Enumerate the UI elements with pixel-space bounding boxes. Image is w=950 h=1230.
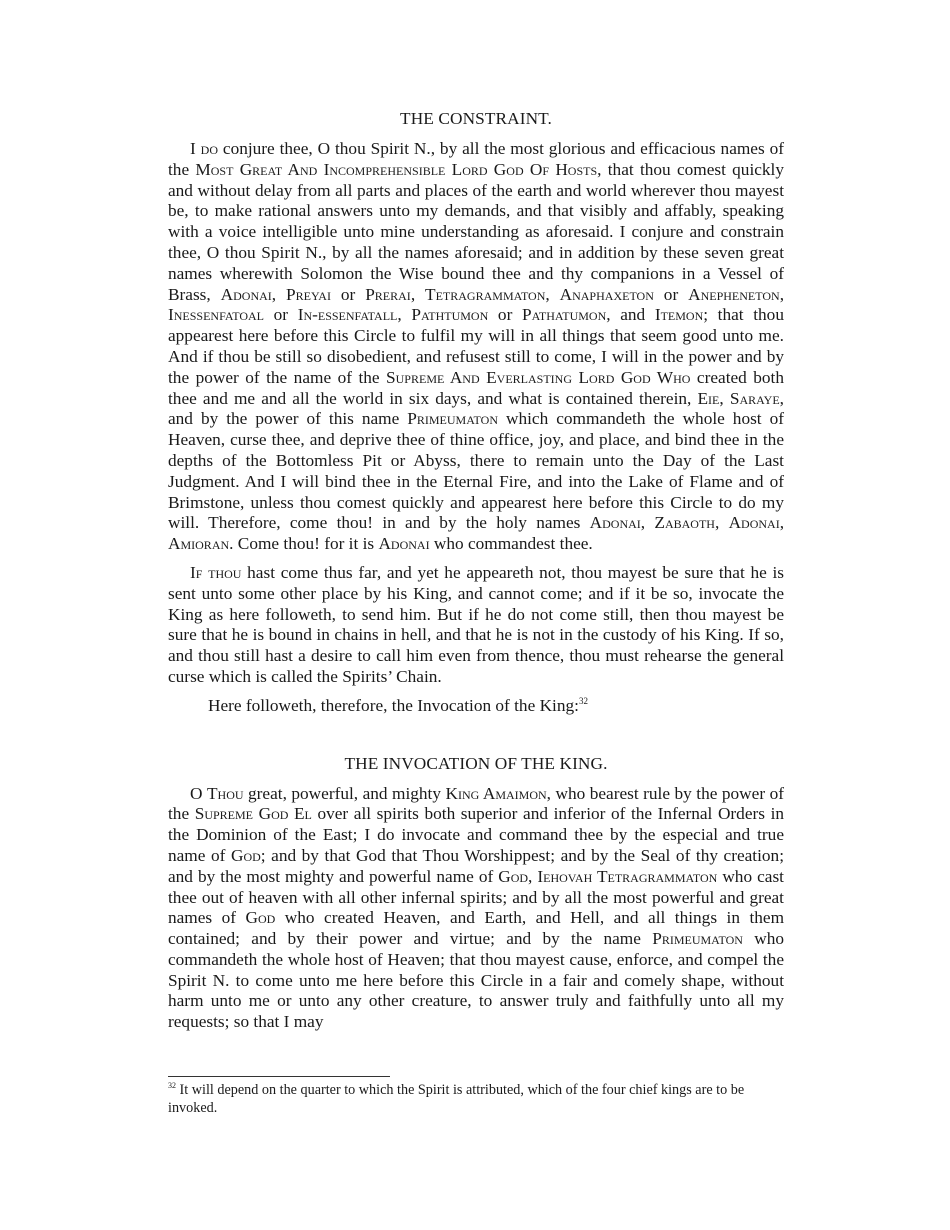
footnote-reference[interactable]: 32 [578, 695, 588, 706]
footnote [168, 1082, 784, 1117]
invocation-paragraph: O Thou great, powerful, and mighty King Amaimon, who bearest rule by the power of the Supreme God El over all spirits both superior and inferior of the Infernal Orders in the Dominion of the East; I do invocate and command thee by the especial and true name of God; and by that God that Thou Worshippest; and by the Seal of thy creation; and by the most mighty and powerful name of God, Iehovah Tetragrammaton who cast thee out of heaven with all other infernal spirits; and by all the most powerful and great names of God who created Heaven, and Earth, and Hell, and all things in them contained; and by their power and virtue; and by the name Primeumaton who commandeth the whole host of Heaven; that thou mayest cause, enforce, and compel the Spirit N. to come unto me here before this Circle in a fair and comely shape, without harm unto me or unto any other creature, to answer truly and faithfully unto all my requests; so that I may [168, 783, 785, 1032]
invocation-heading: THE INVOCATION OF THE KING. [344, 753, 608, 773]
footnote-text: It will depend on the quarter to which the Spirit is attributed, which of the four chief kings are to be invoked. [168, 1082, 745, 1116]
footnote-number: 32 [168, 1081, 176, 1090]
page-body [168, 108, 784, 1033]
constraint-heading: THE CONSTRAINT. [400, 109, 552, 128]
footnote-divider [168, 1076, 390, 1077]
constraint-paragraph-1: I do conjure thee, O thou Spirit N., by all the most glorious and efficacious names of the Most Great And Incomprehensible Lord God Of Hosts, that thou comest quickly and without delay from all parts and places of the earth and world wherever thou mayest be, to make rational answers unto my demands, and that visibly and affably, speaking with a voice intelligible unto mine understanding as aforesaid. I conjure and constrain thee, O thou Spirit N., by all the names aforesaid; and in addition by these seven great names wherewith Solomon the Wise bound thee and thy companions in a Vessel of Brass, Adonai, Preyai or Prerai, Tetragrammaton, Anaphaxeton or Anepheneton, Inessenfatoal or In-essenfatall, Pathtumon or Pathatumon, and Itemon; that thou appearest here before this Circle to fulfil my will in all things that seem good unto me. And if thou be still so disobedient, and refusest still to come, I will in the power and by the power of the name of the Supreme And Everlasting Lord God Who created both thee and me and all the world in six days, and what is contained therein, Eie, Saraye, and by the power of this name Primeumaton which commandeth the whole host of Heaven, curse thee, and deprive thee of thine office, joy, and place, and bind thee in the depths of the Bottomless Pit or Abyss, there to remain unto the Day of the Last Judgment. And I will bind thee in the Eternal Fire, and into the Lake of Flame and of Brimstone, unless thou comest quickly and appearest here before this Circle to do my will. Therefore, come thou! in and by the holy names Adonai, Zabaoth, Adonai, Amioran. Come thou! for it is Adonai who commandest thee. [168, 139, 785, 554]
invocation-intro-line: Here followeth, therefore, the Invocation of the King:$^{32}$ [208, 695, 588, 715]
constraint-paragraph-2: If thou hast come thus far, and yet he appeareth not, thou mayest be sure that he is sent unto some other place by his King, and cannot come; and if it be so, invocate the King as here followeth, to send him. But if he do not come still, then thou mayest be sure that he is bound in chains in hell, and that he is not in the custody of his King. If so, and thou still hast a desire to call him even from thence, thou must rehearse the general curse which is called the Spirits’ Chain. [168, 562, 785, 686]
